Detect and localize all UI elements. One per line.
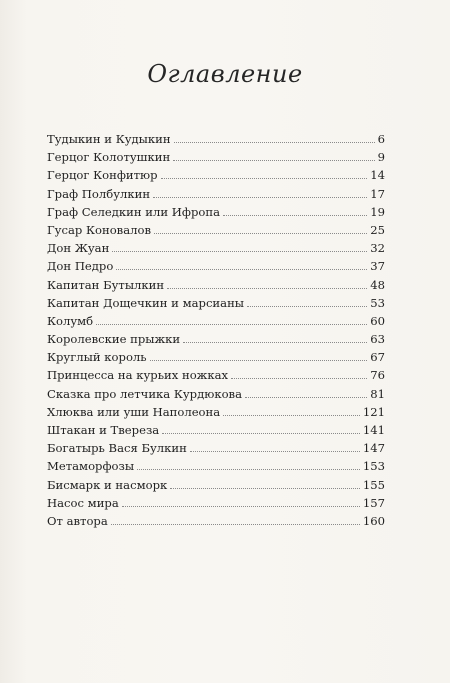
- toc-page-number: 53: [370, 295, 385, 310]
- toc-row: [47, 130, 385, 148]
- toc-page-number: 121: [362, 404, 385, 419]
- toc-entry-title: От автора: [47, 513, 108, 528]
- toc-entry-title: Граф Полбулкин: [47, 186, 151, 201]
- toc-page-number: 67: [370, 350, 385, 365]
- dot-leader: [223, 215, 367, 216]
- toc-row: [47, 348, 385, 366]
- toc-row: [47, 166, 385, 184]
- toc-page-number: 25: [370, 222, 385, 237]
- dot-leader: [245, 397, 367, 398]
- toc-page-number: 14: [370, 168, 385, 183]
- dot-leader: [111, 524, 360, 525]
- toc-row: [47, 494, 385, 512]
- toc-row: [47, 403, 385, 421]
- toc-entry-title: Штакан и Твереза: [47, 423, 160, 437]
- dot-leader: [161, 178, 368, 179]
- dot-leader: [153, 197, 367, 198]
- dot-leader: [96, 324, 367, 325]
- dot-leader: [173, 160, 374, 161]
- toc-row: [47, 385, 385, 403]
- toc-row: [47, 257, 385, 275]
- toc-page-number: 81: [370, 386, 385, 401]
- toc-row: [47, 512, 385, 530]
- toc-page-number: 17: [370, 186, 385, 201]
- dot-leader: [247, 306, 367, 307]
- page-title: Оглавление: [147, 60, 303, 88]
- toc-row: [47, 476, 385, 494]
- toc-row: [47, 203, 385, 221]
- toc-page-number: 147: [362, 441, 385, 456]
- dot-leader: [154, 233, 367, 234]
- toc-page-number: 19: [370, 204, 385, 219]
- toc-row: [47, 312, 385, 330]
- toc-entry-title: Сказка про летчика Курдюкова: [47, 386, 242, 401]
- dot-leader: [150, 360, 368, 361]
- toc-entry-title: Колумб: [47, 313, 94, 328]
- toc-page-number: 153: [362, 459, 385, 474]
- toc-row: [47, 276, 385, 294]
- dot-leader: [223, 415, 360, 416]
- toc-row: [47, 421, 385, 439]
- dot-leader: [167, 288, 367, 289]
- toc-page-number: 141: [362, 423, 385, 437]
- toc-row: [47, 457, 385, 475]
- toc-entry-title: Метаморфозы: [47, 459, 135, 474]
- toc-row: [47, 439, 385, 457]
- toc-entry-title: Капитан Дощечкин и марсианы: [47, 295, 245, 310]
- toc-entry-title: Круглый король: [47, 350, 147, 365]
- toc-row: [47, 330, 385, 348]
- toc-page-number: 160: [362, 513, 385, 528]
- toc-entry-title: Дон Жуан: [47, 241, 110, 256]
- toc-page-number: 9: [377, 150, 385, 165]
- toc-entry-title: Бисмарк и насморк: [47, 477, 168, 492]
- dot-leader: [162, 433, 360, 434]
- dot-leader: [122, 506, 360, 507]
- dot-leader: [137, 469, 360, 470]
- toc-entry-title: Капитан Бутылкин: [47, 277, 165, 292]
- dot-leader: [174, 142, 375, 143]
- toc-row: [47, 294, 385, 312]
- toc-entry-title: Насос мира: [47, 495, 119, 510]
- toc-page-number: 60: [370, 313, 385, 328]
- toc-page-number: 63: [370, 332, 385, 347]
- toc-entry-title: Тудыкин и Кудыкин: [47, 132, 171, 146]
- toc-entry-title: Хлюква или уши Наполеона: [47, 404, 221, 419]
- toc-page-number: 48: [370, 277, 385, 292]
- dot-leader: [170, 488, 360, 489]
- toc-row: [47, 221, 385, 239]
- dot-leader: [116, 269, 367, 270]
- toc-page-number: 76: [370, 368, 385, 383]
- dot-leader: [112, 251, 367, 252]
- toc-entry-title: Гусар Коновалов: [47, 222, 151, 237]
- toc-entry-title: Королевские прыжки: [47, 332, 181, 347]
- dot-leader: [190, 451, 360, 452]
- dot-leader: [183, 342, 367, 343]
- toc-entry-title: Дон Педро: [47, 259, 114, 274]
- toc-page-number: 37: [370, 259, 385, 274]
- toc-page-number: 32: [370, 241, 385, 256]
- toc-row: [47, 185, 385, 203]
- toc-page-number: 157: [362, 495, 385, 510]
- toc-row: [47, 239, 385, 257]
- toc-entry-title: Герцог Колотушкин: [47, 150, 171, 165]
- toc-entry-title: Принцесса на курьих ножках: [47, 368, 229, 383]
- toc-entry-title: Богатырь Вася Булкин: [47, 441, 187, 456]
- toc-row: [47, 148, 385, 166]
- toc-page-number: 6: [377, 132, 385, 146]
- toc-row: [47, 366, 385, 384]
- toc-page-number: 155: [362, 477, 385, 492]
- toc-entry-title: Граф Селедкин или Ифропа: [47, 204, 220, 219]
- dot-leader: [231, 378, 367, 379]
- table-of-contents: [47, 130, 385, 530]
- toc-entry-title: Герцог Конфитюр: [47, 168, 158, 183]
